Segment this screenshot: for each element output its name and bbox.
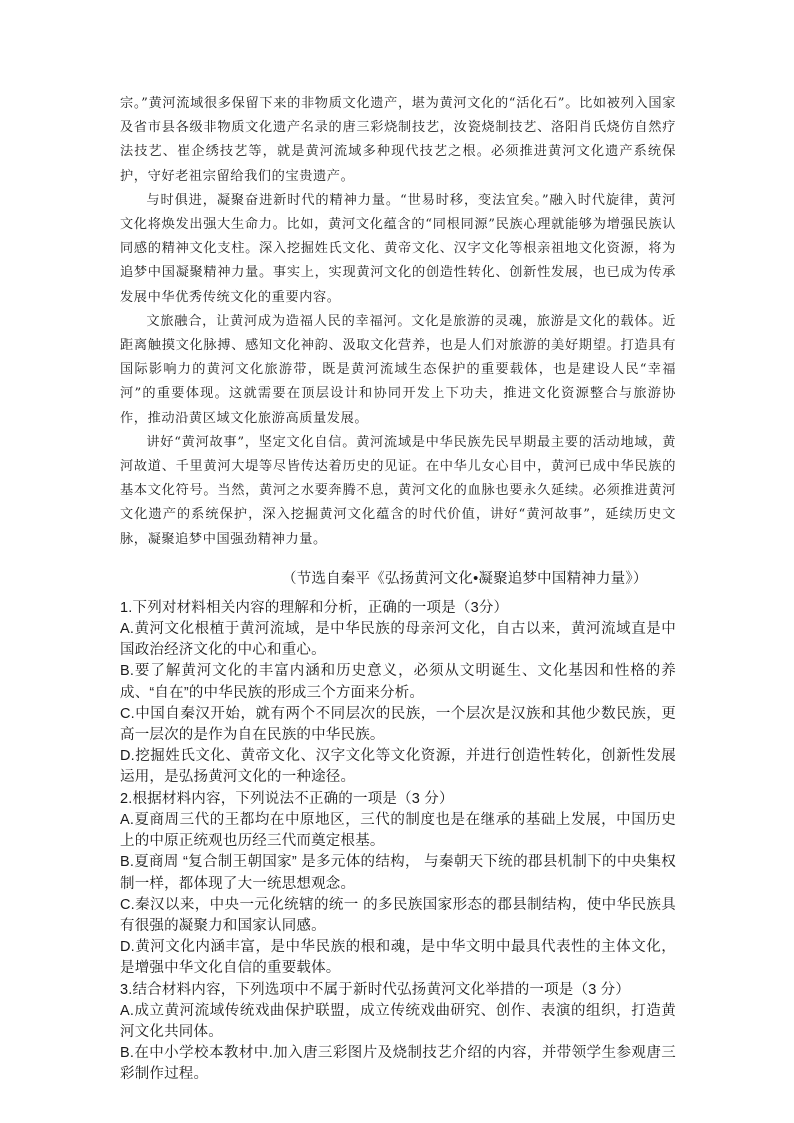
question-2 (120, 789, 676, 980)
question-list (120, 598, 676, 1086)
passage-paragraph-4: 讲好“黄河故事”，坚定文化自信。黄河流域是中华民族先民早期最主要的活动地域，黄河故道、千里黄河大堤等尽皆传达着历史的见证。在中华儿女心目中，黄河已成中华民族的基本文化符号。当然，黄河之水要奔腾不息，黄河文化的血脉也要永久延续。必须推进黄河文化遗产的系统保护，深入挖掘黄河文化蕴含的时代价值，讲好“黄河故事”，延续历史文脉，凝聚追梦中国强劲精神力量。 (120, 434, 676, 547)
passage-paragraph-2: 与时俱进，凝聚奋进新时代的精神力量。“世易时移，变法宜矣。”融入时代旋律，黄河文化将焕发出强大生命力。比如，黄河文化蕴含的“同根同源”民族心理就能够为增强民族认同感的精神文化支柱。深入挖掘姓氏文化、黄帝文化、汉字文化等根亲祖地文化资源，将为追梦中国凝聚精神力量。事实上，实现黄河文化的创造性转化、创新性发展，也已成为传承发展中华优秀传统文化的重要内容。 (120, 192, 676, 305)
option-b: B.夏商周 “复合制王朝国家” 是多元体的结构， 与秦朝天下统的郡县机制下的中央集权制一样，都体现了大一统思想观念。 (120, 854, 676, 892)
question-stem: 2.根据材料内容，下列说法不正确的一项是（3 分） (120, 790, 454, 807)
passage-source-citation: （节选自秦平《弘扬黄河文化•凝聚追梦中国精神力量》） (282, 570, 648, 587)
option-c: C.中国自秦汉开始，就有两个不同层次的民族，一个层次是汉族和其他少数民族，更高一层次的是作为自在民族的中华民族。 (120, 705, 676, 744)
option-d: D.黄河文化内涵丰富，是中华民族的根和魂，是中华文明中最具代表性的主体文化，是增强中华文化自信的重要载体。 (120, 939, 676, 977)
document-page (120, 92, 676, 1086)
option-c: C.秦汉以来，中央一元化统辖的统一 的多民族国家形态的郡县制结构，使中华民族具有很强的凝聚力和国家认同感。 (120, 896, 676, 934)
question-1 (120, 598, 676, 789)
option-b: B.在中小学校本教材中.加入唐三彩图片及烧制技艺介绍的内容，并带领学生参观唐三彩制作过程。 (120, 1045, 676, 1083)
question-stem: 3.结合材料内容，下列选项中不属于新时代弘扬黄河文化举措的一项是（3 分） (120, 981, 631, 998)
question-3 (120, 980, 676, 1086)
passage-paragraph-1: 宗。”黄河流域很多保留下来的非物质文化遗产，堪为黄河文化的“活化石”。比如被列入国家及省市县各级非物质文化遗产名录的唐三彩烧制技艺，汝瓷烧制技艺、洛阳肖氏烧仿自然疗法技艺、崔企绣技艺等，就是黄河流域多种现代技艺之根。必须推进黄河文化遗产系统保护，守好老祖宗留给我们的宝贵遗产。 (120, 96, 676, 184)
passage-paragraph-3: 文旅融合，让黄河成为造福人民的幸福河。文化是旅游的灵魂，旅游是文化的载体。近距离触摸文化脉搏、感知文化神韵、汲取文化营养，也是人们对旅游的美好期望。打造具有国际影响力的黄河文化旅游带，既是黄河流域生态保护的重要载体，也是建设人民“幸福河”的重要体现。这就需要在顶层设计和协同开发上下功夫，推进文化资源整合与旅游协作，推动沿黄区域文化旅游高质量发展。 (120, 313, 676, 426)
reading-passage (120, 92, 676, 552)
option-d: D.挖掘姓氏文化、黄帝文化、汉字文化等文化资源，并进行创造性转化，创新性发展运用，是弘扬黄河文化的一种途径。 (120, 748, 676, 786)
question-stem: 1.下列对材料相关内容的理解和分析，正确的一项是（3分） (120, 599, 509, 616)
option-b: B.要了解黄河文化的丰富内涵和历史意义，必须从文明诞生、文化基因和性格的养成、“自在”的中华民族的形成三个方面来分析。 (120, 663, 676, 701)
option-a: A.黄河文化根植于黄河流域，是中华民族的母亲河文化，自古以来，黄河流域直是中国政治经济文化的中心和重心。 (120, 621, 676, 659)
option-a: A.成立黄河流域传统戏曲保护联盟，成立传统戏曲研究、创作、表演的组织，打造黄河文化共同体。 (120, 1002, 676, 1040)
option-a: A.夏商周三代的王都均在中原地区，三代的制度也是在继承的基础上发展，中国历史上的中原正统观也历经三代而奠定根基。 (120, 811, 676, 850)
